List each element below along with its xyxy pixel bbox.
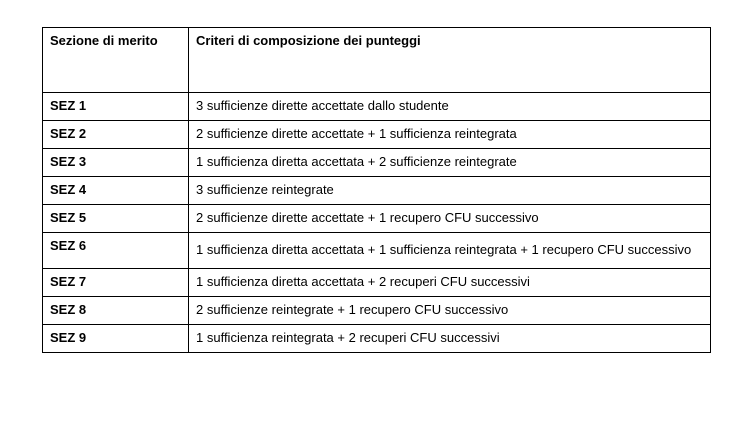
header-criteria: Criteri di composizione dei punteggi (189, 28, 711, 93)
table-row (43, 121, 711, 149)
criteria-cell: 3 sufficienze reintegrate (189, 177, 711, 205)
table-row (43, 93, 711, 121)
table-row (43, 177, 711, 205)
section-cell: SEZ 3 (43, 149, 189, 177)
table-row (43, 233, 711, 269)
section-cell: SEZ 7 (43, 269, 189, 297)
criteria-cell: 3 sufficienze dirette accettate dallo studente (189, 93, 711, 121)
header-section: Sezione di merito (43, 28, 189, 93)
table-row (43, 325, 711, 353)
criteria-cell: 2 sufficienze dirette accettate + 1 sufficienza reintegrata (189, 121, 711, 149)
table-row (43, 149, 711, 177)
criteria-cell: 1 sufficienza diretta accettata + 1 sufficienza reintegrata + 1 recupero CFU successivo (189, 233, 711, 269)
section-cell: SEZ 5 (43, 205, 189, 233)
section-cell: SEZ 2 (43, 121, 189, 149)
section-cell: SEZ 6 (43, 233, 189, 269)
criteria-cell: 2 sufficienze reintegrate + 1 recupero CFU successivo (189, 297, 711, 325)
merit-sections-table (42, 27, 711, 353)
table-row (43, 297, 711, 325)
criteria-cell: 1 sufficienza diretta accettata + 2 recuperi CFU successivi (189, 269, 711, 297)
criteria-cell: 2 sufficienze dirette accettate + 1 recupero CFU successivo (189, 205, 711, 233)
section-cell: SEZ 4 (43, 177, 189, 205)
section-cell: SEZ 9 (43, 325, 189, 353)
table-row (43, 269, 711, 297)
criteria-cell: 1 sufficienza diretta accettata + 2 sufficienze reintegrate (189, 149, 711, 177)
criteria-cell: 1 sufficienza reintegrata + 2 recuperi CFU successivi (189, 325, 711, 353)
table-row (43, 205, 711, 233)
section-cell: SEZ 8 (43, 297, 189, 325)
table-header-row (43, 28, 711, 93)
section-cell: SEZ 1 (43, 93, 189, 121)
